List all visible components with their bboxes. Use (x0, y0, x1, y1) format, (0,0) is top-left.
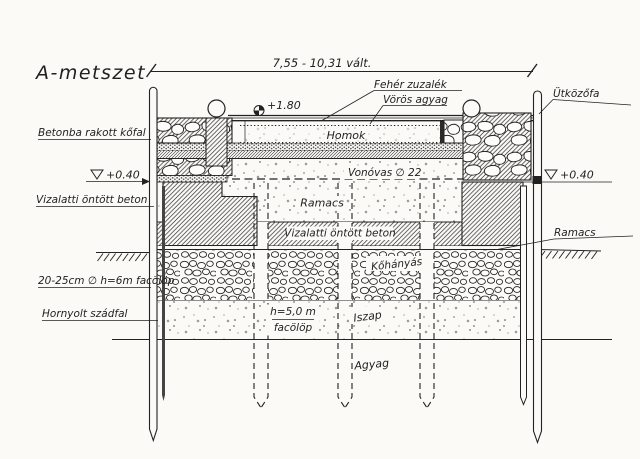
level-value: +1.80 (267, 99, 301, 112)
label-stone-wall: Betonba rakott kőfal (38, 127, 146, 139)
label-sand: Homok (326, 129, 366, 142)
label-pile-depth: h=5,0 m (270, 306, 316, 318)
right-masonry-small (444, 120, 463, 143)
page-title: A-metszet (36, 62, 147, 84)
left-inner-pile (162, 186, 165, 401)
left-sheet-pile (150, 87, 158, 440)
silt-layer (157, 300, 523, 340)
label-tie-rod: Vonóvas ∅ 22 (348, 167, 422, 179)
label-silt: Iszap (352, 308, 383, 325)
pile-depth-note (267, 305, 319, 336)
right-masonry-block (463, 113, 531, 180)
right-inner-pile (521, 186, 527, 405)
label-underwater-concrete-center: Vizalatti öntött beton (284, 227, 396, 240)
label-rockfill: Kőhányás (370, 255, 423, 274)
label-white-gravel: Fehér zuzalék (374, 79, 447, 91)
level-value: +0.40 (106, 168, 140, 182)
label-ramacs-center: Ramacs (300, 196, 344, 210)
level-anchor-icon (533, 176, 542, 184)
gravel-band (157, 143, 463, 151)
level-value: +0.40 (560, 168, 594, 182)
label-pile-word: facölöp (273, 322, 313, 334)
round-timber-right (463, 100, 480, 117)
right-sheet-pile-buffer-post (534, 91, 542, 443)
label-underwater-concrete-left: Vizalatti öntött beton (36, 194, 148, 206)
embedded-post (206, 118, 227, 166)
label-buffer-post: Ütközőfa (553, 88, 600, 100)
label-ramacs-right: Ramacs (554, 227, 596, 239)
label-red-clay: Vörös agyag (383, 94, 448, 106)
label-clay: Agyag (353, 356, 390, 373)
label-timber-pile-left: 20-25cm ∅ h=6m facölöp (38, 275, 175, 287)
fine-hatch-band (157, 151, 463, 159)
label-sheet-pile-wall: Hornyolt szádfal (42, 308, 128, 320)
round-timber-left (208, 100, 225, 117)
right-concrete-block (462, 182, 523, 246)
dimension-label: 7,55 - 10,31 vált. (272, 56, 372, 70)
